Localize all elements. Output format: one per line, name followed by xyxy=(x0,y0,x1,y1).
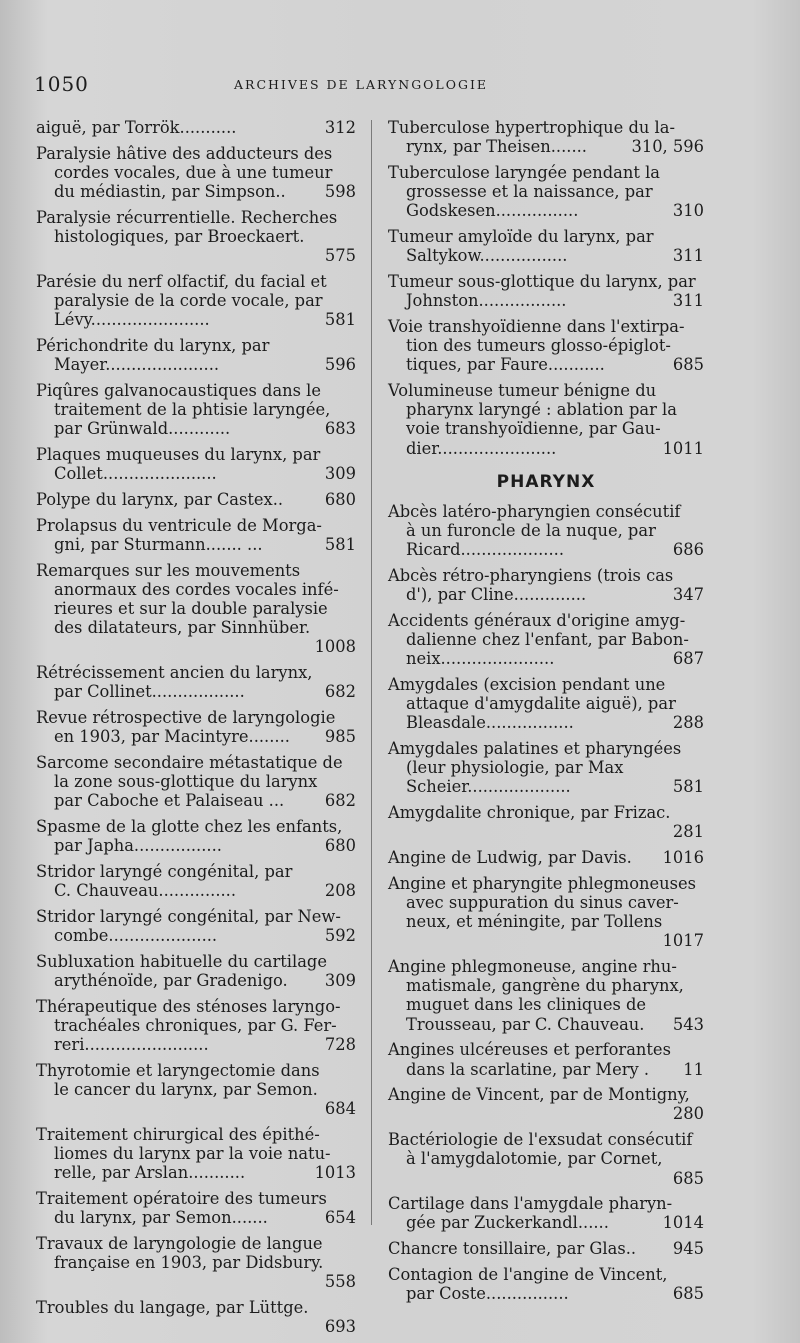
entry-line: cordes vocales, due à une tumeur xyxy=(54,162,333,182)
entry-line xyxy=(388,1015,704,1034)
entry-line: anormaux des cordes vocales infé- xyxy=(54,579,339,599)
page-reference: 309 xyxy=(324,970,356,990)
page-reference: 310 xyxy=(672,201,704,221)
entry-line: Remarques sur les mouvements xyxy=(36,560,301,580)
entry-line xyxy=(36,310,356,329)
entry-line xyxy=(36,682,356,701)
entry-line: traitement de la phtisie laryngée, xyxy=(54,400,331,420)
entry-line: attaque d'amygdalite aiguë), par xyxy=(406,694,676,714)
entry-line-text: tiques, par Faure........... xyxy=(406,355,605,375)
entry-line: à un furoncle de la nuque, par xyxy=(406,520,656,540)
index-entry xyxy=(388,1265,704,1303)
entry-line: grossesse et la naissance, par xyxy=(406,182,653,202)
entry-line: Abcès rétro-pharyngiens (trois cas xyxy=(388,565,674,585)
entry-line xyxy=(388,713,704,732)
entry-line: Prolapsus du ventricule de Morga- xyxy=(36,515,322,535)
entry-line: Angine et pharyngite phlegmoneuses xyxy=(388,873,696,893)
index-entry xyxy=(36,753,356,811)
entry-line: Tumeur amyloïde du larynx, par xyxy=(388,227,654,247)
entry-line xyxy=(36,1035,356,1054)
page-reference: 687 xyxy=(672,649,704,669)
entry-line: Abcès latéro-pharyngien consécutif xyxy=(388,501,681,521)
entry-line-text: gée par Zuckerkandl...... xyxy=(406,1213,609,1233)
entry-line-text: reri........................ xyxy=(54,1035,209,1055)
entry-line xyxy=(388,585,704,604)
entry-line-text: Angine de Ludwig, par Davis. xyxy=(388,848,632,867)
entry-line-text: C. Chauveau............... xyxy=(54,881,237,901)
entry-line: Piqûres galvanocaustiques dans le xyxy=(36,380,322,400)
entry-line: Amygdales palatines et pharyngées xyxy=(388,738,682,758)
index-entry xyxy=(388,957,704,1034)
entry-line: Parésie du nerf olfactif, du facial et xyxy=(36,271,327,291)
entry-line xyxy=(388,1213,704,1232)
page-reference: 1017 xyxy=(662,931,704,951)
entry-line xyxy=(388,291,704,310)
page-reference: 311 xyxy=(672,291,704,311)
entry-line xyxy=(388,1284,704,1303)
entry-line-text: arythénoïde, par Gradenigo. xyxy=(54,970,288,990)
page-reference: 686 xyxy=(672,540,704,560)
page-number: 1050 xyxy=(34,72,89,96)
page-reference: 680 xyxy=(324,489,356,509)
index-entry xyxy=(36,708,356,746)
index-entry xyxy=(388,1239,704,1258)
index-entry xyxy=(36,862,356,900)
entry-line-text: par Japha................. xyxy=(54,836,222,856)
page-reference: 280 xyxy=(672,1104,704,1124)
page-reference: 592 xyxy=(324,926,356,946)
entry-line: matismale, gangrène du pharynx, xyxy=(406,976,684,996)
right-column xyxy=(388,118,704,1310)
index-entry xyxy=(36,1234,356,1292)
page-reference: 558 xyxy=(324,1272,356,1292)
entry-line: (leur physiologie, par Max xyxy=(406,758,624,778)
entry-line-text: combe..................... xyxy=(54,926,218,946)
entry-line xyxy=(388,649,704,668)
entry-line: rieures et sur la double paralysie xyxy=(54,598,328,618)
entry-line-text: du médiastin, par Simpson.. xyxy=(54,182,286,202)
entry-line xyxy=(36,971,356,990)
entry-line xyxy=(36,1208,356,1227)
entry-line xyxy=(36,535,356,554)
entry-line: Amygdalite chronique, par Frizac. xyxy=(388,803,671,823)
page-reference: 693 xyxy=(324,1317,356,1337)
page-reference: 598 xyxy=(324,182,356,202)
entry-line xyxy=(36,118,356,137)
entry-line-text: gni, par Sturmann....... ... xyxy=(54,534,263,554)
entry-line: Stridor laryngé congénital, par New- xyxy=(36,906,341,926)
index-entry xyxy=(36,336,356,374)
entry-line-text: Polype du larynx, par Castex.. xyxy=(36,489,284,509)
page-reference: 1016 xyxy=(662,848,704,867)
right-column-larynx-entries xyxy=(388,118,704,458)
entry-line: Volumineuse tumeur bénigne du xyxy=(388,380,657,400)
entry-line xyxy=(388,848,704,867)
entry-line: Subluxation habituelle du cartilage xyxy=(36,951,327,971)
entry-line xyxy=(36,464,356,483)
page-reference: 945 xyxy=(672,1239,704,1259)
entry-line-text: par Coste................ xyxy=(406,1284,569,1304)
right-column-pharynx-entries xyxy=(388,502,704,1304)
entry-line xyxy=(388,777,704,796)
entry-line xyxy=(388,355,704,374)
entry-line: avec suppuration du sinus caver- xyxy=(406,892,679,912)
entry-line: Tumeur sous-glottique du larynx, par xyxy=(388,271,696,291)
page-reference: 288 xyxy=(672,713,704,733)
entry-line-text: Chancre tonsillaire, par Glas.. xyxy=(388,1239,637,1259)
entry-line: Rétrécissement ancien du larynx, xyxy=(36,663,313,683)
entry-line: des dilatateurs, par Sinnhüber. xyxy=(54,618,311,638)
entry-line: trachéales chroniques, par G. Fer- xyxy=(54,1015,337,1035)
index-entry xyxy=(388,1085,704,1123)
index-entry xyxy=(36,118,356,137)
index-entry xyxy=(388,502,704,560)
entry-line xyxy=(388,1239,704,1258)
page-reference: 680 xyxy=(324,836,356,856)
index-entry xyxy=(388,1130,704,1188)
page-reference: 1008 xyxy=(314,637,356,657)
page-reference: 581 xyxy=(672,777,704,797)
index-entry xyxy=(36,663,356,701)
entry-line xyxy=(36,926,356,945)
index-entry xyxy=(36,144,356,202)
entry-line: voie transhyoïdienne, par Gau- xyxy=(406,419,661,439)
entry-line-text: par Collinet.................. xyxy=(54,682,245,702)
page-reference: 309 xyxy=(324,464,356,484)
entry-line: Paralysie hâtive des adducteurs des xyxy=(36,143,333,163)
entry-line-text: Saltykow................. xyxy=(406,246,568,266)
entry-line-text: Bleasdale................. xyxy=(406,713,574,733)
page-reference: 985 xyxy=(324,727,356,747)
page-reference: 312 xyxy=(324,118,356,137)
index-entry xyxy=(388,227,704,265)
entry-line: Troubles du langage, par Lüttge. xyxy=(36,1297,309,1317)
page-reference: 11 xyxy=(683,1059,704,1079)
entry-line: histologiques, par Broeckaert. xyxy=(54,227,305,247)
entry-line xyxy=(36,182,356,201)
page-reference: 1011 xyxy=(662,438,704,458)
entry-line-text: d'), par Cline.............. xyxy=(406,585,587,605)
entry-line-text: rynx, par Theisen....... xyxy=(406,137,587,157)
left-column xyxy=(36,118,356,1343)
entry-line: Tuberculose laryngée pendant la xyxy=(388,162,661,182)
page-reference: 685 xyxy=(672,355,704,375)
index-entry xyxy=(36,1298,356,1336)
index-entry xyxy=(388,739,704,797)
index-entry xyxy=(388,566,704,604)
entry-line: Cartilage dans l'amygdale pharyn- xyxy=(388,1194,673,1214)
entry-line xyxy=(36,1163,356,1182)
page-reference: 581 xyxy=(324,534,356,554)
index-entry xyxy=(388,1040,704,1078)
entry-line: Angine de Vincent, par de Montigny, xyxy=(388,1085,690,1105)
entry-line: française en 1903, par Didsbury. xyxy=(54,1253,324,1273)
entry-line-text: neix...................... xyxy=(406,649,555,669)
page-reference: 684 xyxy=(324,1099,356,1119)
entry-line xyxy=(36,836,356,855)
index-entry xyxy=(388,848,704,867)
entry-line: Angine phlegmoneuse, angine rhu- xyxy=(388,957,677,977)
page-reference: 683 xyxy=(324,419,356,439)
index-entry xyxy=(36,516,356,554)
page-reference: 311 xyxy=(672,246,704,266)
entry-line: Stridor laryngé congénital, par xyxy=(36,861,293,881)
page-reference: 728 xyxy=(324,1035,356,1055)
entry-line: Tuberculose hypertrophique du la- xyxy=(388,118,675,137)
entry-line: Amygdales (excision pendant une xyxy=(388,674,666,694)
entry-line: Travaux de laryngologie de langue xyxy=(36,1233,323,1253)
index-entry xyxy=(36,907,356,945)
index-entry xyxy=(388,874,704,951)
entry-line xyxy=(388,439,704,458)
index-entry xyxy=(36,208,356,266)
entry-line: Spasme de la glotte chez les enfants, xyxy=(36,817,343,836)
page-reference: 575 xyxy=(324,246,356,266)
entry-line xyxy=(36,419,356,438)
index-entry xyxy=(36,272,356,330)
entry-line xyxy=(388,540,704,559)
page-reference: 281 xyxy=(672,822,704,842)
page-reference: 310, 596 xyxy=(631,137,704,157)
entry-line: Paralysie récurrentielle. Recherches xyxy=(36,207,338,227)
index-entry xyxy=(388,381,704,458)
entry-line: Contagion de l'angine de Vincent, xyxy=(388,1264,668,1284)
entry-line-text: du larynx, par Semon....... xyxy=(54,1208,268,1228)
entry-line xyxy=(388,201,704,220)
page-reference: 596 xyxy=(324,355,356,375)
running-title: ARCHIVES DE LARYNGOLOGIE xyxy=(234,77,489,92)
entry-line: Bactériologie de l'exsudat consécutif xyxy=(388,1130,693,1150)
entry-line: Sarcome secondaire métastatique de xyxy=(36,752,343,772)
entry-line: le cancer du larynx, par Semon. xyxy=(54,1079,318,1099)
index-entry xyxy=(388,317,704,375)
entry-line xyxy=(388,1060,704,1079)
entry-line-text: Johnston................. xyxy=(406,291,567,311)
entry-line xyxy=(388,246,704,265)
entry-line-text: par Caboche et Palaiseau ... xyxy=(54,791,285,811)
entry-line: dalienne chez l'enfant, par Babon- xyxy=(406,629,689,649)
page-reference: 581 xyxy=(324,310,356,330)
page-reference: 654 xyxy=(324,1208,356,1228)
index-entry xyxy=(36,445,356,483)
page-reference: 347 xyxy=(672,585,704,605)
entry-line-text: Mayer...................... xyxy=(54,355,220,375)
entry-line-text: Trousseau, par C. Chauveau. xyxy=(406,1014,645,1034)
entry-line-text: dier....................... xyxy=(406,438,557,458)
entry-line xyxy=(36,791,356,810)
entry-line: neux, et méningite, par Tollens xyxy=(406,912,663,932)
index-entry xyxy=(36,490,356,509)
entry-line: Thérapeutique des sténoses laryngo- xyxy=(36,996,341,1016)
entry-line: à l'amygdalotomie, par Cornet, xyxy=(406,1149,663,1169)
entry-line xyxy=(388,137,704,156)
entry-line: pharynx laryngé : ablation par la xyxy=(406,400,677,420)
entry-line: la zone sous-glottique du larynx xyxy=(54,772,318,792)
entry-line-text: Godskesen................ xyxy=(406,201,579,221)
index-entry xyxy=(388,675,704,733)
section-heading-pharynx: PHARYNX xyxy=(496,471,596,492)
index-entry xyxy=(36,1125,356,1183)
entry-line: Voie transhyoïdienne dans l'extirpa- xyxy=(388,316,685,336)
entry-line: muguet dans les cliniques de xyxy=(406,995,647,1015)
index-entry xyxy=(388,118,704,156)
entry-line: Accidents généraux d'origine amyg- xyxy=(388,610,686,630)
entry-line: Angines ulcéreuses et perforantes xyxy=(388,1040,671,1060)
entry-line: tion des tumeurs glosso-épiglot- xyxy=(406,336,671,356)
entry-line-text: Scheier.................... xyxy=(406,777,571,797)
index-entry xyxy=(36,1061,356,1119)
entry-line-text: aiguë, par Torrök........... xyxy=(36,118,237,137)
entry-line: Thyrotomie et laryngectomie dans xyxy=(36,1060,320,1080)
index-entry xyxy=(36,1189,356,1227)
page-header xyxy=(34,72,774,102)
index-entry xyxy=(36,997,356,1055)
page-reference: 1014 xyxy=(662,1213,704,1233)
entry-line xyxy=(36,727,356,746)
index-entry xyxy=(388,272,704,310)
entry-line xyxy=(36,490,356,509)
entry-line: Périchondrite du larynx, par xyxy=(36,336,270,356)
page-reference: 543 xyxy=(672,1014,704,1034)
index-entry xyxy=(388,611,704,669)
index-entry xyxy=(388,803,704,841)
entry-line-text: en 1903, par Macintyre........ xyxy=(54,727,290,747)
entry-line-text: Ricard.................... xyxy=(406,540,565,560)
page-reference: 208 xyxy=(324,881,356,901)
entry-line: Plaques muqueuses du larynx, par xyxy=(36,445,321,465)
entry-line-text: par Grünwald............ xyxy=(54,419,231,439)
column-divider xyxy=(371,120,372,1225)
index-entry xyxy=(36,952,356,990)
index-entry xyxy=(36,817,356,855)
entry-line-text: dans la scarlatine, par Mery . xyxy=(406,1059,650,1079)
index-entry xyxy=(388,163,704,221)
entry-line: Revue rétrospective de laryngologie xyxy=(36,707,336,727)
entry-line: paralysie de la corde vocale, par xyxy=(54,291,323,311)
page-reference: 682 xyxy=(324,682,356,702)
entry-line xyxy=(36,355,356,374)
entry-line-text: Lévy....................... xyxy=(54,310,210,330)
entry-line: Traitement opératoire des tumeurs xyxy=(36,1188,327,1208)
entry-line: liomes du larynx par la voie natu- xyxy=(54,1144,331,1164)
page-reference: 685 xyxy=(672,1284,704,1304)
index-entry xyxy=(36,381,356,439)
entry-line xyxy=(36,881,356,900)
entry-line-text: relle, par Arslan........... xyxy=(54,1163,246,1183)
page-reference: 682 xyxy=(324,791,356,811)
page-reference: 1013 xyxy=(314,1163,356,1183)
index-entry xyxy=(36,561,356,657)
entry-line-text: Collet...................... xyxy=(54,464,217,484)
index-entry xyxy=(388,1194,704,1232)
page-reference: 685 xyxy=(672,1168,704,1188)
entry-line: Traitement chirurgical des épithé- xyxy=(36,1124,320,1144)
